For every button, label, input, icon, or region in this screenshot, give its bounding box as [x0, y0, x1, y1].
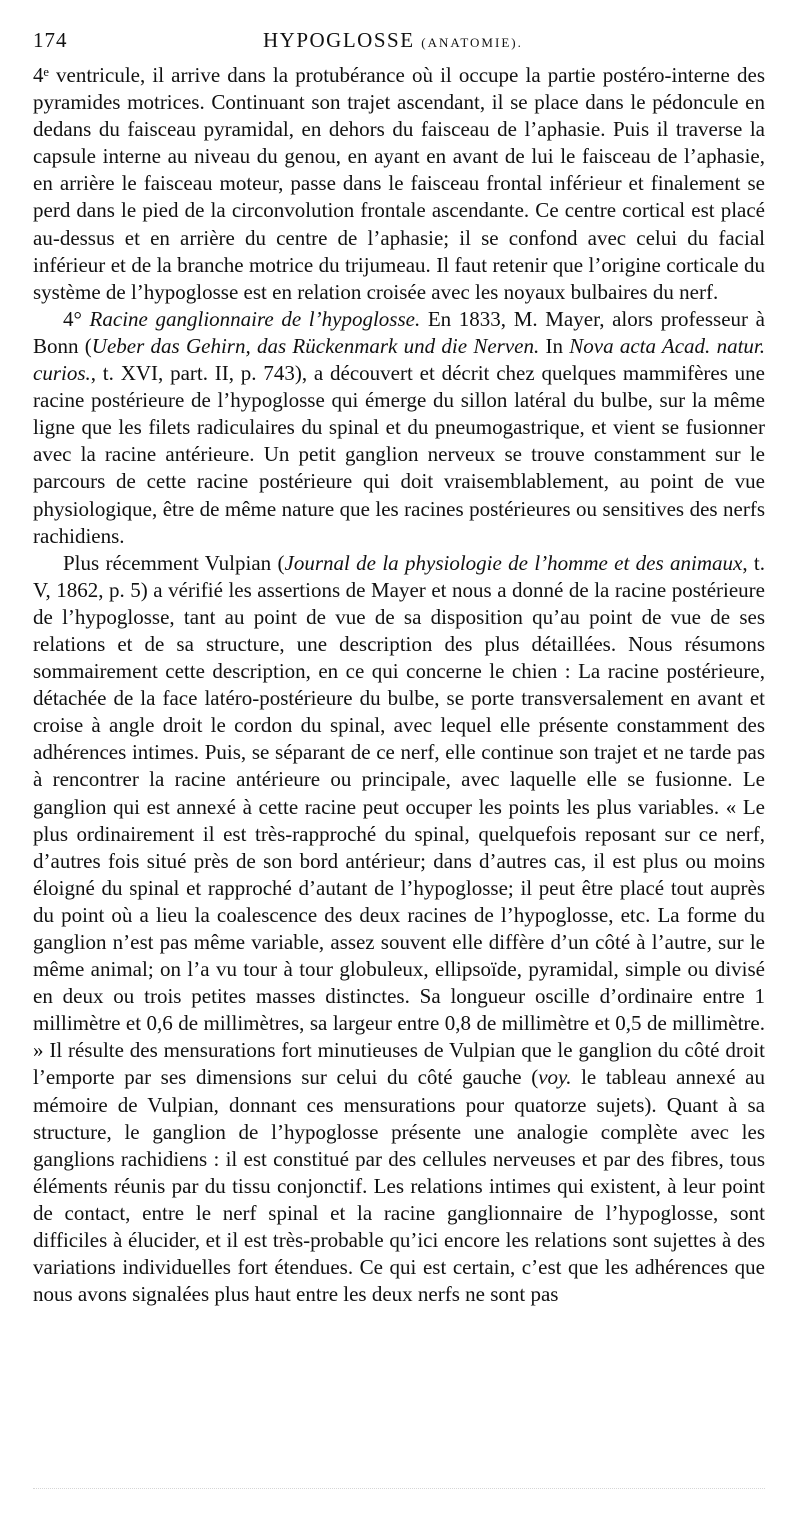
page-bottom-marks	[33, 1488, 765, 1497]
page-number: 174	[33, 28, 68, 52]
paragraph-text: , t. V, 1862, p. 5) a vérifié les assertions de Mayer et nous a donné de la racine postérieure de l’hypoglosse, tant au point de vue de sa disposition qu’au point de vue de ses relations et de sa structure, une description des plus détaillées. Nous résumons sommairement cette description, en ce qui concerne le chien : La racine postérieure, détachée de la face latéro-postérieure du bulbe, se porte transversalement en avant et croise à angle droit le cordon du spinal, avec lequel elle présente constamment des adhérences intimes. Puis, se séparant de ce nerf, elle continue son trajet et ne tarde pas à rencontrer la racine antérieure ou principale, avec laquelle elle se fusionne. Le ganglion qui est annexé à cette racine peut occuper les points les plus variables. « Le plus ordinairement il est très-rapproché du spinal, quelquefois reposant sur ce nerf, d’autres fois situé près de son bord antérieur; dans d’autres cas, il est plus ou moins éloigné du spinal et rapproché d’autant de l’hypoglosse; il peut être placé tout auprès du point où a lieu la coalescence des deux racines de l’hypoglosse, etc. La forme du ganglion n’est pas même variable, assez souvent elle diffère d’un côté à l’autre, sur le même animal; on l’a vu tour à tour globuleux, ellipsoïde, pyramidal, simple ou divisé en deux ou trois petites masses distinctes. Sa longueur oscille d’ordinaire entre 1 millimètre et 0,6 de millimètres, sa largeur entre 0,8 de millimètre et 0,5 de millimètre. » Il résulte des mensurations fort minutieuses de Vulpian que le ganglion du côté droit l’emporte par ses dimensions sur celui du côté gauche (	[33, 550, 765, 1090]
book-page	[33, 0, 765, 1308]
running-head-sub: (ANATOMIE).	[421, 35, 523, 50]
paragraph-text: In	[539, 333, 570, 358]
paragraph-text: En 1833, M. Mayer, alors professeur à Bonn (	[33, 306, 765, 358]
paragraph-text: le tableau annexé au mémoire de Vulpian, donnant ces mensurations pour quatorze sujets). Quant à sa structure, le ganglion de l’hypoglosse présente une analogie complète avec les ganglions rachidiens : il est constitué par des cellules nerveuses et par des fibres, tous éléments réunis par du tissu conjonctif. Les relations intimes qui existent, à leur point de contact, entre le nerf spinal et la racine ganglionnaire de l’hypoglosse, sont difficiles à élucider, et il est très-probable qu’ici encore les relations sont sujettes à des variations individuelles fort étendues. Ce qui est certain, c’est que les adhérences que nous avons signalées plus haut entre les deux nerfs ne sont pas	[33, 1065, 766, 1307]
paragraph-text: , t. XVI, part. II, p. 743), a découvert et décrit chez quelques mammifères une racine postérieure de l’hypoglosse qui émerge du sillon latéral du bulbe, sur la même ligne que les filets radiculaires du spinal et du pneumogastrique, et vient se fusionner avec la racine antérieure. Un petit ganglion nerveux se trouve constamment sur le parcours de cette racine postérieure qui doit vraisemblablement, au point de vue physiologique, être de même nature que les racines postérieures ou sensitives des nerfs rachidiens.	[33, 361, 765, 548]
page-body	[33, 62, 765, 1308]
paragraph-continuation: 4ᵉ ventricule, il arrive dans la protubérance où il occupe la partie postéro-interne des pyramides motrices. Continuant son trajet ascendant, il se place dans le pédoncule en dedans du faisceau pyramidal, en dehors du faisceau de l’aphasie. Puis il traverse la capsule interne au niveau du genou, en ayant en avant de lui le faisceau de l’aphasie, en arrière le faisceau moteur, passe dans le faisceau frontal inférieur et finalement se perd dans le pied de la circonvolution frontale ascendante. Ce centre cortical est placé au-dessus et en arrière du centre de l’aphasie; il se confond avec celui du facial inférieur et de la branche motrice du trijumeau. Il faut retenir que l’origine corticale du système de l’hypoglosse est en relation croisée avec les noyaux bulbaires du nerf.	[33, 63, 765, 304]
reference-title: Ueber das Gehirn, das Rückenmark und die Nerven.	[91, 333, 540, 358]
page-header	[33, 0, 765, 62]
running-head-main: HYPOGLOSSE	[263, 28, 415, 52]
paragraph-racine-ganglionnaire	[33, 306, 765, 550]
section-number: 4°	[63, 306, 90, 331]
running-head	[263, 28, 523, 53]
paragraph-text: Plus récemment Vulpian (	[63, 550, 285, 575]
section-heading: Racine ganglionnaire de l’hypoglosse.	[89, 306, 421, 331]
reference-journal: Journal de la physiologie de l’homme et des animaux	[284, 550, 743, 575]
reference-journal: Nova acta Acad. natur. curios.	[33, 333, 766, 386]
reference-voy: voy.	[538, 1065, 572, 1090]
paragraph-vulpian	[33, 550, 765, 1309]
